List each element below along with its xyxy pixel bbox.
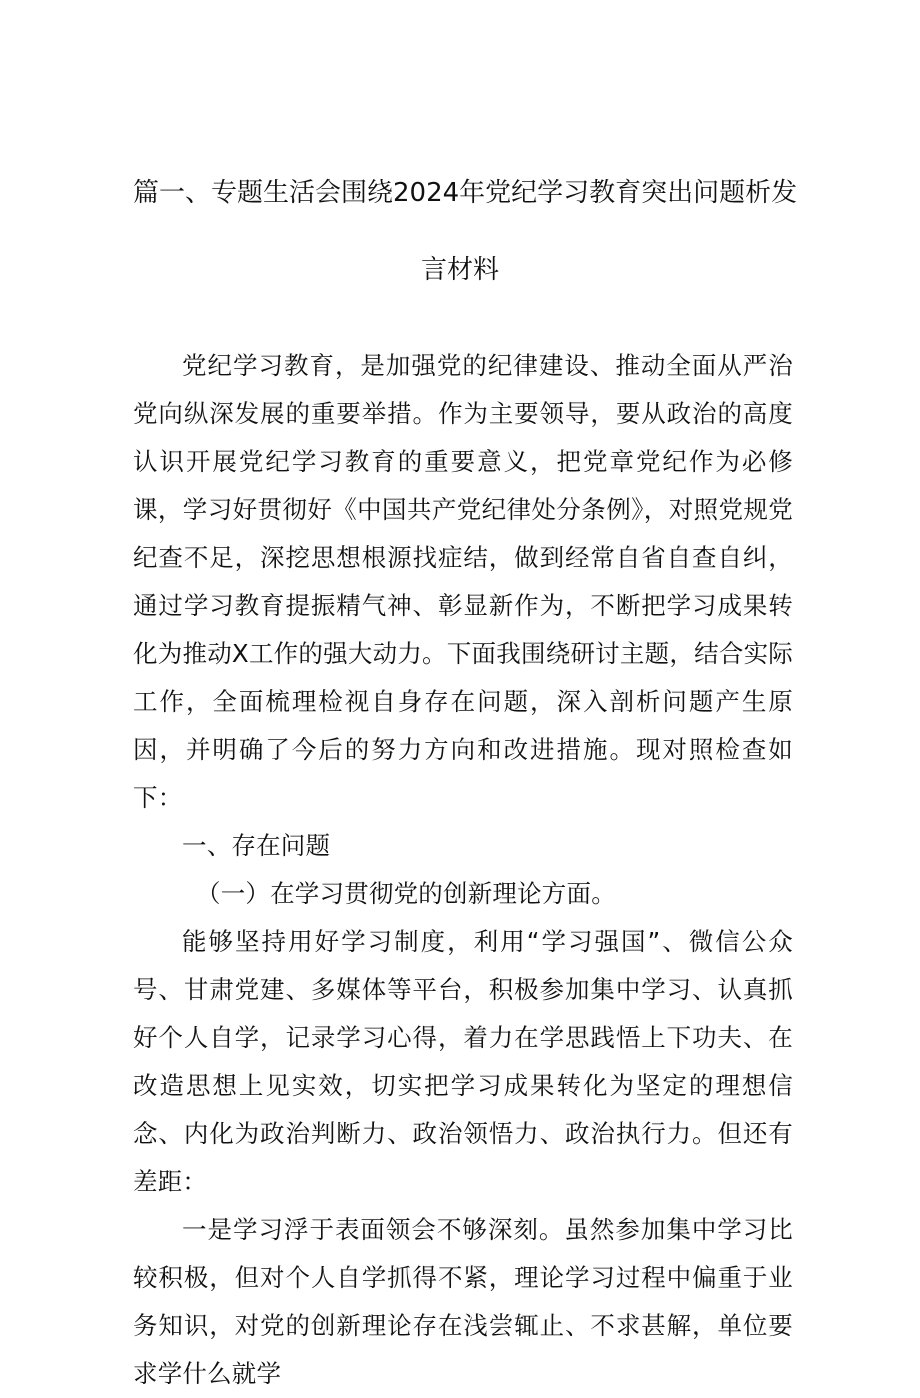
document-body (133, 342, 793, 1398)
section-heading: 一、存在问题 (182, 831, 331, 860)
body-paragraph: 一是学习浮于表面领会不够深刻。虽然参加集中学习比较积极，但对个人自学抓得不紧，理论学习过程中偏重于业务知识，对党的创新理论存在浅尝辄止、不求甚解，单位要求学什么就学 (133, 1215, 793, 1388)
intro-paragraph: 党纪学习教育，是加强党的纪律建设、推动全面从严治党向纵深发展的重要举措。作为主要领导，要从政治的高度认识开展党纪学习教育的重要意义，把党章党纪作为必修课，学习好贯彻好《中国共产党纪律处分条例》，对照党规党纪查不足，深挖思想根源找症结，做到经常自省自查自纠，通过学习教育提振精气神、彰显新作为，不断把学习成果转化为推动X工作的强大动力。下面我围绕研讨主题，结合实际工作，全面梳理检视自身存在问题，深入剖析问题产生原因，并明确了今后的努力方向和改进措施。现对照检查如下： (133, 351, 793, 812)
document-title-line-2: 言材料 (420, 255, 499, 285)
document-title-line-1: 篇一、专题生活会围绕2024年党纪学习教育突出问题析发 (133, 178, 798, 208)
body-paragraph: 能够坚持用好学习制度，利用“学习强国”、微信公众号、甘肃党建、多媒体等平台，积极参加集中学习、认真抓好个人自学，记录学习心得，着力在学思践悟上下功夫、在改造思想上见实效，切实把学习成果转化为坚定的理想信念、内化为政治判断力、政治领悟力、政治执行力。但还有差距： (133, 927, 793, 1196)
subsection-heading: （一）在学习贯彻党的创新理论方面。 (196, 879, 616, 908)
